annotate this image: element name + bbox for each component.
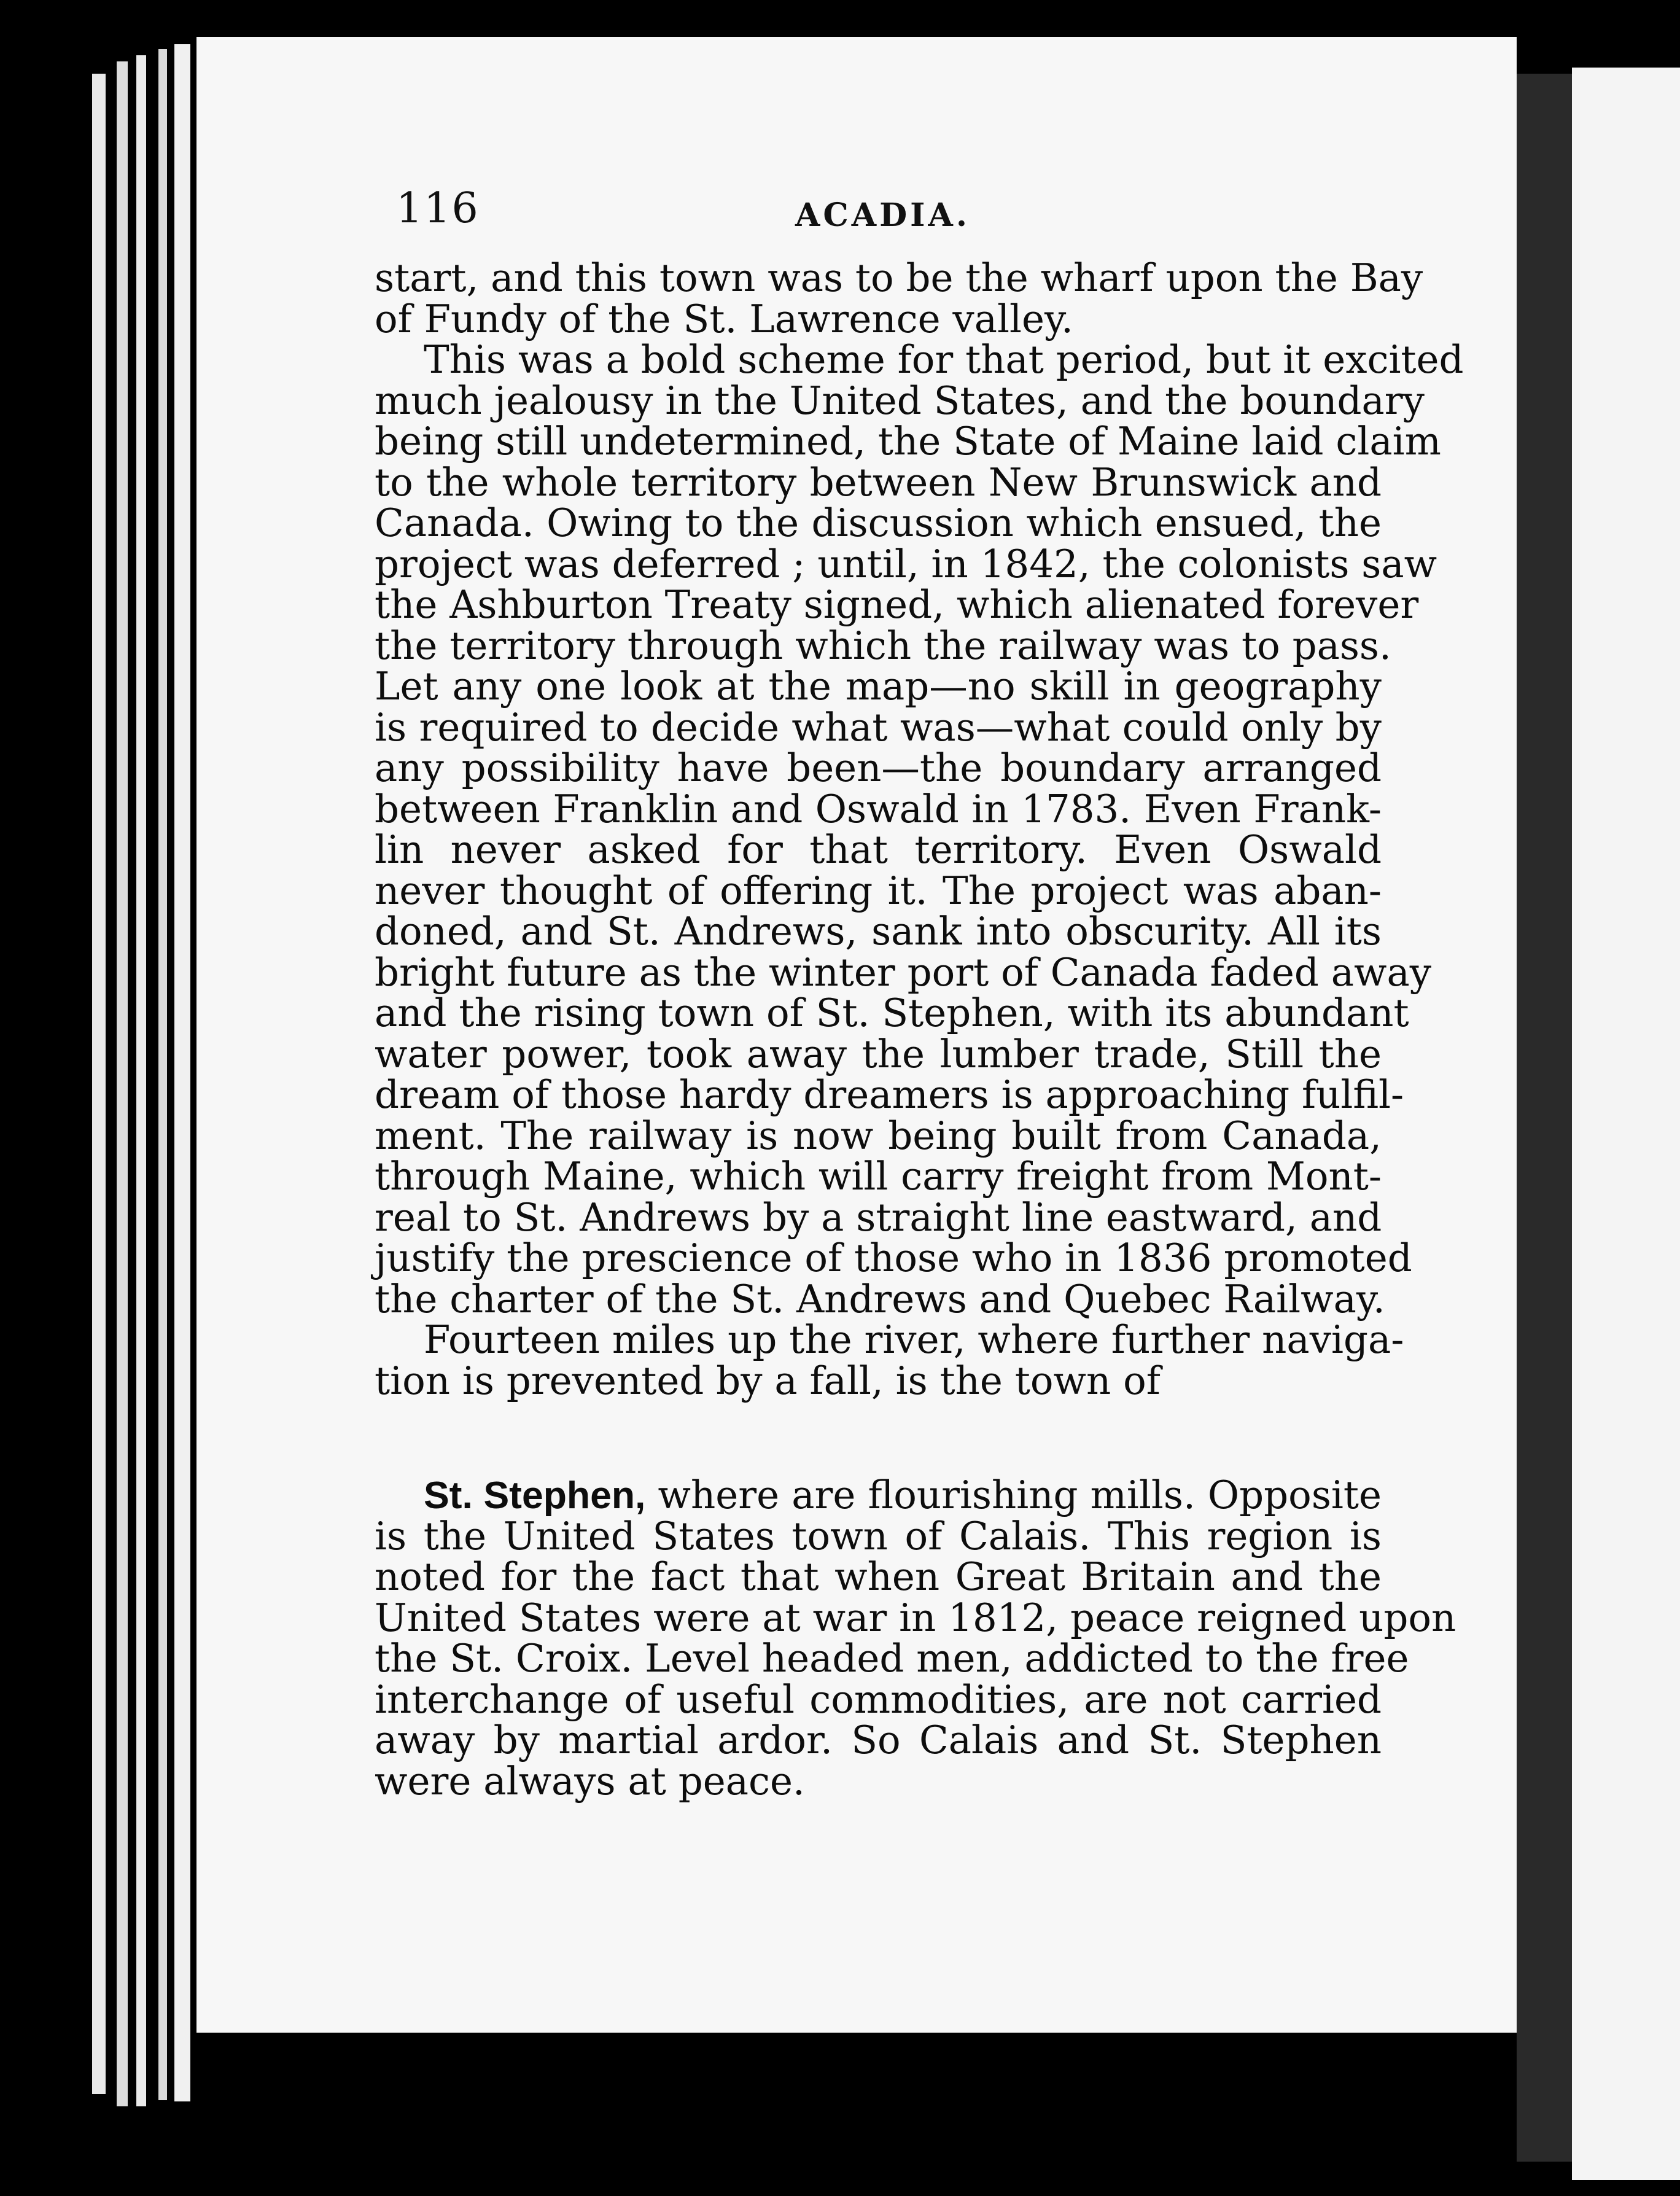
body-text: [375, 255, 1464, 1804]
text-line: away by martial ardor. So Calais and St. Stephen: [375, 1718, 1382, 1762]
run-in-heading: St. Stephen,: [424, 1474, 646, 1517]
text-line: between Franklin and Oswald in 1783. Even Frank-: [375, 786, 1382, 831]
text-line: through Maine, which will carry freight from Mont-: [375, 1154, 1382, 1199]
text-line: is the United States town of Calais. This region is: [375, 1513, 1382, 1559]
text-line: bright future as the winter port of Canada faded away: [375, 949, 1432, 995]
text-line: never thought of offering it. The project was aban-: [375, 868, 1382, 913]
page-edge: [174, 44, 190, 2101]
text-line: were always at peace.: [375, 1758, 805, 1804]
text-line: Let any one look at the map—no skill in geography: [375, 664, 1382, 709]
text-line: the St. Croix. Level headed men, addicted to the free: [375, 1636, 1409, 1681]
section-gap: [375, 1401, 1382, 1475]
text-line: the territory through which the railway was to pass.: [375, 623, 1391, 668]
text-line: doned, and St. Andrews, sank into obscurity. All its: [375, 909, 1382, 954]
text-line: and the rising town of St. Stephen, with its abundant: [375, 991, 1409, 1035]
page-edge: [92, 74, 106, 2094]
running-title: ACADIA.: [795, 197, 970, 234]
text-line: water power, took away the lumber trade, Still the: [375, 1031, 1382, 1077]
text-line: This was a bold scheme for that period, but it excited: [424, 337, 1464, 382]
text-line: start, and this town was to be the wharf upon the Bay: [375, 255, 1423, 300]
text-line: the Ashburton Treaty signed, which alienated forever: [375, 582, 1419, 627]
text-line: is required to decide what was—what could only by: [375, 704, 1382, 750]
text-line: noted for the fact that when Great Britain and the: [375, 1554, 1382, 1599]
text-line: lin never asked for that territory. Even Oswald: [375, 827, 1382, 872]
text-fragment: where are flourishing mills. Opposite: [658, 1473, 1382, 1517]
text-line: much jealousy in the United States, and the boundary: [375, 378, 1425, 423]
text-line: [375, 1475, 1382, 1516]
text-line: interchange of useful commodities, are not carried: [375, 1676, 1382, 1722]
text-line: ment. The railway is now being built from Canada,: [375, 1113, 1382, 1158]
facing-page-edge: [1572, 68, 1680, 2180]
page-edge: [136, 55, 146, 2106]
text-line: justify the prescience of those who in 1836 promoted: [375, 1236, 1412, 1280]
running-head: [396, 184, 1372, 258]
text-line: Fourteen miles up the river, where further naviga-: [424, 1317, 1404, 1362]
text-line: any possibility have been—the boundary arranged: [375, 746, 1382, 790]
text-line: the charter of the St. Andrews and Quebec Railway.: [375, 1276, 1385, 1322]
text-line: of Fundy of the St. Lawrence valley.: [375, 296, 1073, 341]
text-line: being still undetermined, the State of Maine laid claim: [375, 419, 1441, 464]
text-line: project was deferred ; until, in 1842, the colonists saw: [375, 541, 1437, 586]
page-edge: [117, 61, 128, 2106]
text-line: tion is prevented by a fall, is the town of: [375, 1358, 1161, 1403]
text-line: United States were at war in 1812, peace reigned upon: [375, 1595, 1456, 1640]
binding-gutter: [1517, 74, 1572, 2162]
text-line: Canada. Owing to the discussion which ensued, the: [375, 500, 1382, 545]
text-line: dream of those hardy dreamers is approaching fulfil-: [375, 1072, 1404, 1117]
page-number: 116: [396, 184, 480, 233]
text-line: real to St. Andrews by a straight line eastward, and: [375, 1194, 1382, 1240]
text-line: to the whole territory between New Brunswick and: [375, 459, 1382, 505]
page-edge: [158, 49, 167, 2100]
